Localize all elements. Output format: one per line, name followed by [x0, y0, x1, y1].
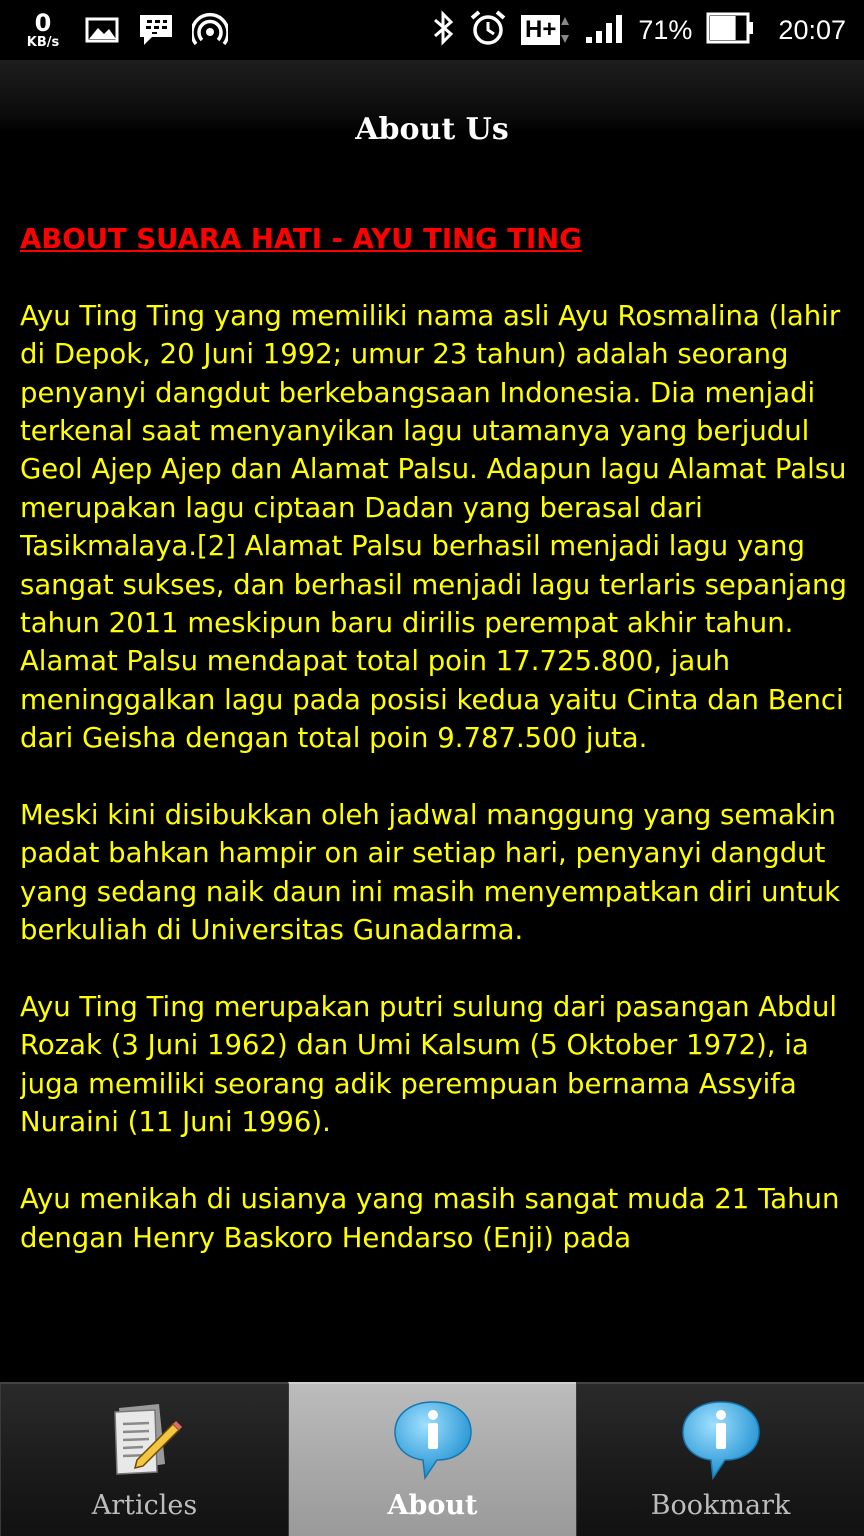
network-type-label: H+ [521, 15, 560, 45]
page-title: About Us [355, 112, 509, 147]
network-speed-unit: KB/s [26, 35, 60, 50]
tab-bookmark-label: Bookmark [650, 1490, 791, 1521]
bbm-icon [138, 12, 174, 48]
about-content[interactable] [20, 220, 850, 1382]
info-icon [679, 1398, 763, 1482]
hotspot-icon [192, 12, 228, 48]
about-paragraph-4: Ayu menikah di usianya yang masih sangat muda 21 Tahun dengan Henry Baskoro Hendarso (Enji) pada [20, 1183, 840, 1254]
battery-icon [706, 12, 754, 48]
about-paragraph-2: Meski kini disibukkan oleh jadwal manggung yang semakin padat bahkan hampir on air setiap hari, penyanyi dangdut yang sedang naik daun ini masih menyempatkan diri untuk berkuliah di Universitas Gunadarma. [20, 799, 841, 947]
tab-about-label: About [387, 1490, 478, 1521]
tab-about[interactable] [288, 1382, 576, 1536]
battery-percent: 71% [638, 14, 693, 45]
gallery-icon [84, 12, 120, 48]
alarm-icon [469, 9, 507, 51]
about-heading: ABOUT SUARA HATI - AYU TING TING [20, 223, 582, 255]
network-speed-value: 0 [34, 9, 52, 37]
tab-articles[interactable] [0, 1382, 288, 1536]
hplus-icon [521, 13, 570, 47]
articles-document-icon [103, 1398, 187, 1482]
clock: 20:07 [778, 14, 846, 45]
bottom-navigation [0, 1382, 864, 1536]
network-speed [20, 11, 66, 49]
status-bar-left [0, 11, 228, 49]
info-icon [391, 1398, 475, 1482]
about-paragraph-1: Ayu Ting Ting yang memiliki nama asli Ayu Rosmalina (lahir di Depok, 20 Juni 1992; umur 23 tahun) adalah seorang penyanyi dangdut berkebangsaan Indonesia. Dia menjadi terkenal saat menyanyikan lagu utamanya yang berjudul Geol Ajep Ajep dan Alamat Palsu. Adapun lagu Alamat Palsu merupakan lagu ciptaan Dadan yang berasal dari Tasikmalaya.[2] Alamat Palsu berhasil menjadi lagu yang sangat sukses, dan berhasil menjadi lagu terlaris sepanjang tahun 2011 meskipun baru dirilis perempat akhir tahun. Alamat Palsu mendapat total poin 17.725.800, jauh meninggalkan lagu pada posisi kedua yaitu Cinta dan Benci dari Geisha dengan total poin 9.787.500 juta. [20, 299, 847, 755]
bluetooth-icon [431, 10, 455, 50]
status-bar [0, 0, 864, 60]
signal-icon [584, 11, 624, 49]
status-bar-right [431, 0, 846, 60]
about-paragraph-3: Ayu Ting Ting merupakan putri sulung dari pasangan Abdul Rozak (3 Juni 1962) dan Umi Kalsum (5 Oktober 1972), ia juga memiliki seorang adik perempuan bernama Assyifa Nuraini (11 Juni 1996). [20, 991, 838, 1139]
tab-bookmark[interactable] [576, 1382, 864, 1536]
tab-articles-label: Articles [91, 1490, 198, 1521]
